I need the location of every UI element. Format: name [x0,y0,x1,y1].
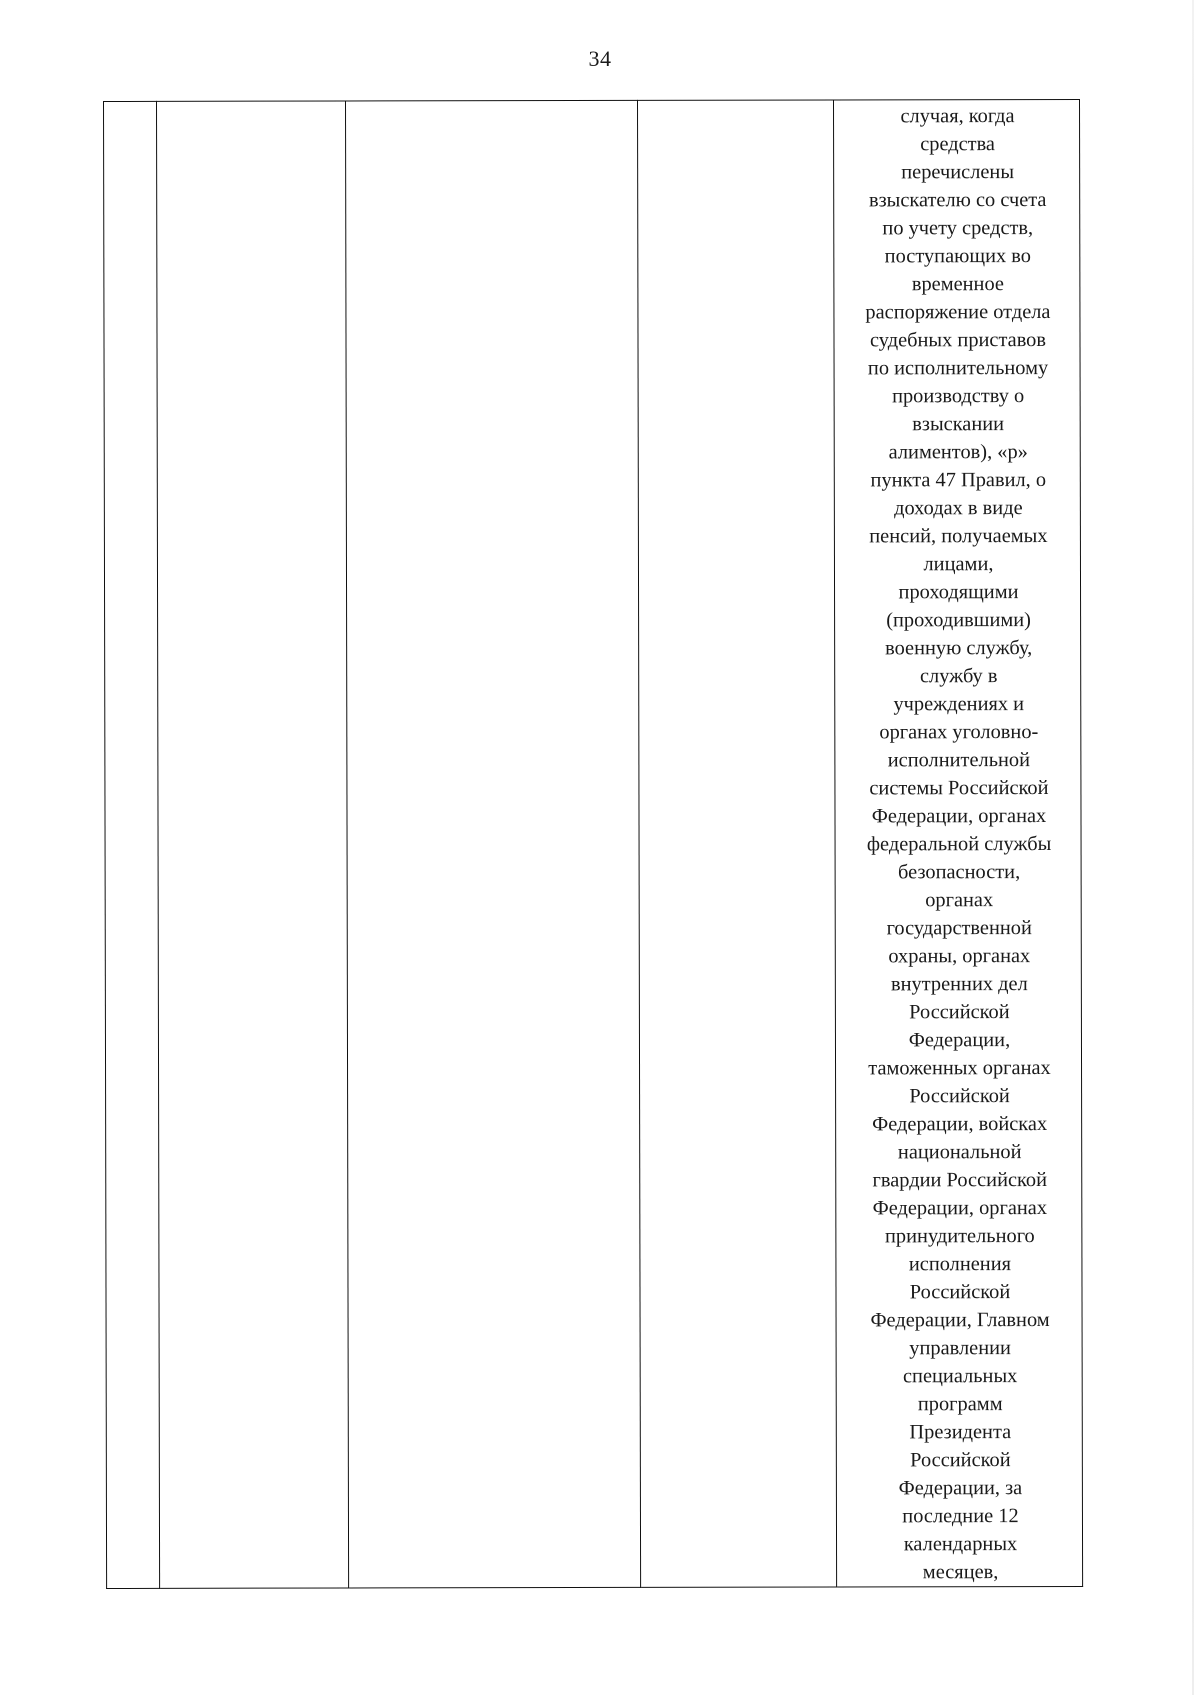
table-cell-3 [346,100,641,1588]
document-table [103,99,1083,1589]
table-cell-1 [104,101,160,1588]
page-number: 34 [588,46,612,71]
table-row [104,99,1083,1588]
table-cell-4 [637,100,836,1587]
table-cell-5 [833,99,1082,1587]
scan-edge [1192,0,1194,1695]
table-cell-2 [157,101,349,1588]
table-cell-text: случая, когда средства перечислены взыскателю со счета по учету средств, поступающих во временное распоряжение отдела судебных приставов по исполнительному производству о взыскании алиментов), «р» пункта 47 Правил, о доходах в виде пенсий, получаемых лицами, проходящими (проходившими) военную службу, службу в учреждениях и органах уголовно- исполнительной системы Российской Федерации, органах федеральной службы безопасности, органах государственной охраны, органах внутренних дел Российской Федерации, таможенных органах Российской Федерации, войсках национальной гвардии Российской Федерации, органах принудительного исполнения Российской Федерации, Главном управлении специальных программ Президента Российской Федерации, за последние 12 календарных месяцев, [865,105,1052,1584]
